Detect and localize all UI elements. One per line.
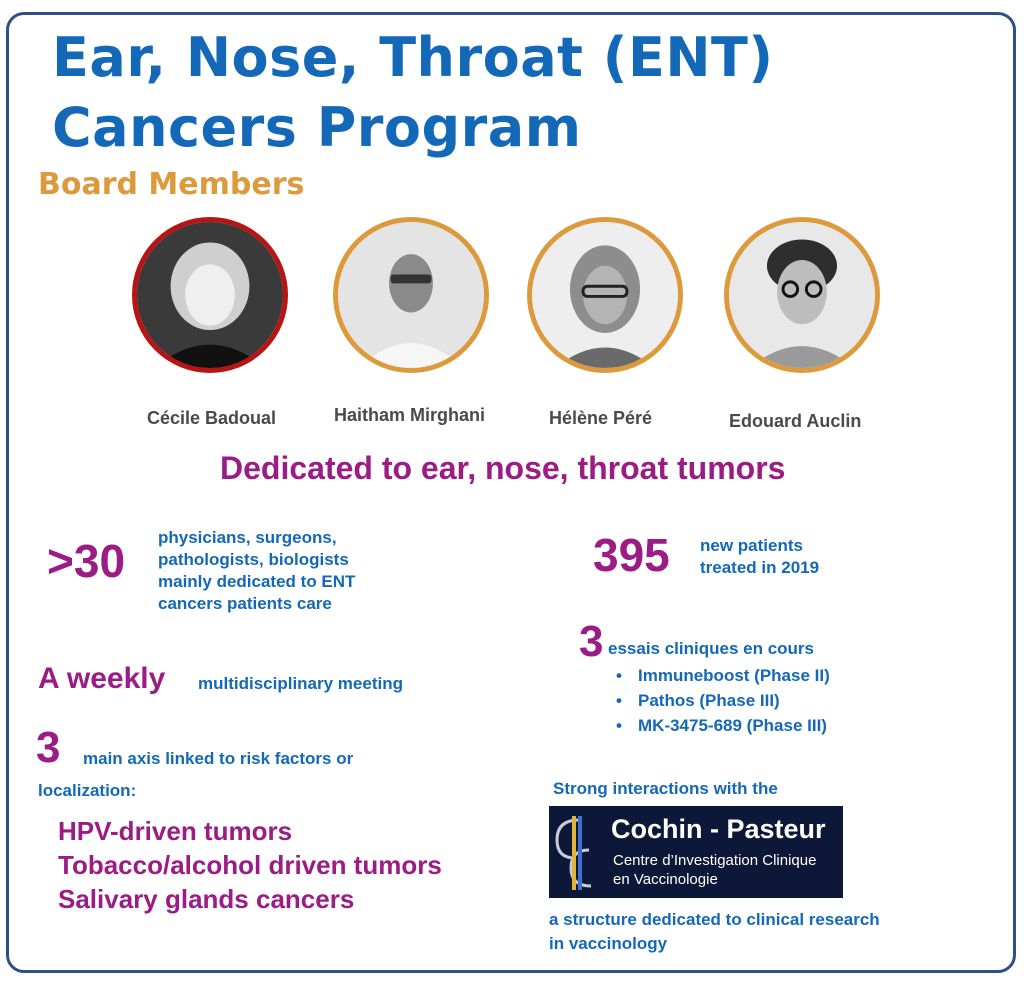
member-name-4: Edouard Auclin <box>729 411 862 431</box>
trial-item-2: • Pathos (Phase III) <box>616 688 830 713</box>
stat-physicians-line-2: pathologists, biologists <box>158 550 349 569</box>
weekly-small: multidisciplinary meeting <box>198 674 403 693</box>
axis-item-2: Tobacco/alcohol driven tumors <box>58 850 442 880</box>
trial-item-3: • MK-3475-689 (Phase III) <box>616 713 830 738</box>
person-icon <box>137 222 283 368</box>
stat-patients-number: 395 <box>593 529 670 581</box>
cic-logo-icon <box>549 806 609 898</box>
member-photo-3 <box>527 217 683 373</box>
person-icon <box>729 222 875 368</box>
structure-line-1: a structure dedicated to clinical research <box>549 910 880 929</box>
stat-physicians-number: >30 <box>47 535 126 587</box>
axis-item-3: Salivary glands cancers <box>58 884 355 914</box>
stat-physicians-line-1: physicians, surgeons, <box>158 528 337 547</box>
trials-number: 3 <box>579 617 604 666</box>
member-name-1: Cécile Badoual <box>147 408 277 428</box>
interactions-text: Strong interactions with the <box>553 779 778 798</box>
trials-label: essais cliniques en cours <box>608 639 814 658</box>
member-name-3: Hélène Péré <box>549 408 653 428</box>
stat-patients-line-2: treated in 2019 <box>700 558 820 577</box>
structure-line-2: in vaccinology <box>549 934 668 953</box>
board-heading: Board Members <box>38 167 305 202</box>
axis-text-2: localization: <box>38 781 137 800</box>
title-line-2: Cancers Program <box>52 96 582 159</box>
cochin-pasteur-logo <box>549 806 843 898</box>
member-photo-1 <box>132 217 288 373</box>
member-photo-2 <box>333 217 489 373</box>
person-icon <box>532 222 678 368</box>
stat-physicians-line-4: cancers patients care <box>158 594 332 613</box>
weekly-big: A weekly <box>38 662 166 695</box>
trial-item-1: • Immuneboost (Phase II) <box>616 663 830 688</box>
logo-line-1: Centre d’Investigation Clinique <box>613 852 817 869</box>
axis-item-1: HPV-driven tumors <box>58 816 293 846</box>
axis-text-1: main axis linked to risk factors or <box>83 749 354 768</box>
person-icon <box>338 222 484 368</box>
title-line-1: Ear, Nose, Throat (ENT) <box>52 26 774 89</box>
trials-list <box>616 663 830 738</box>
member-photo-4 <box>724 217 880 373</box>
logo-title: Cochin - Pasteur <box>611 814 826 844</box>
dedicated-heading: Dedicated to ear, nose, throat tumors <box>220 450 786 486</box>
axis-number: 3 <box>36 723 61 772</box>
member-name-2: Haitham Mirghani <box>334 405 486 425</box>
logo-line-2: en Vaccinologie <box>613 871 718 888</box>
stat-physicians-line-3: mainly dedicated to ENT <box>158 572 356 591</box>
stat-patients-line-1: new patients <box>700 536 803 555</box>
